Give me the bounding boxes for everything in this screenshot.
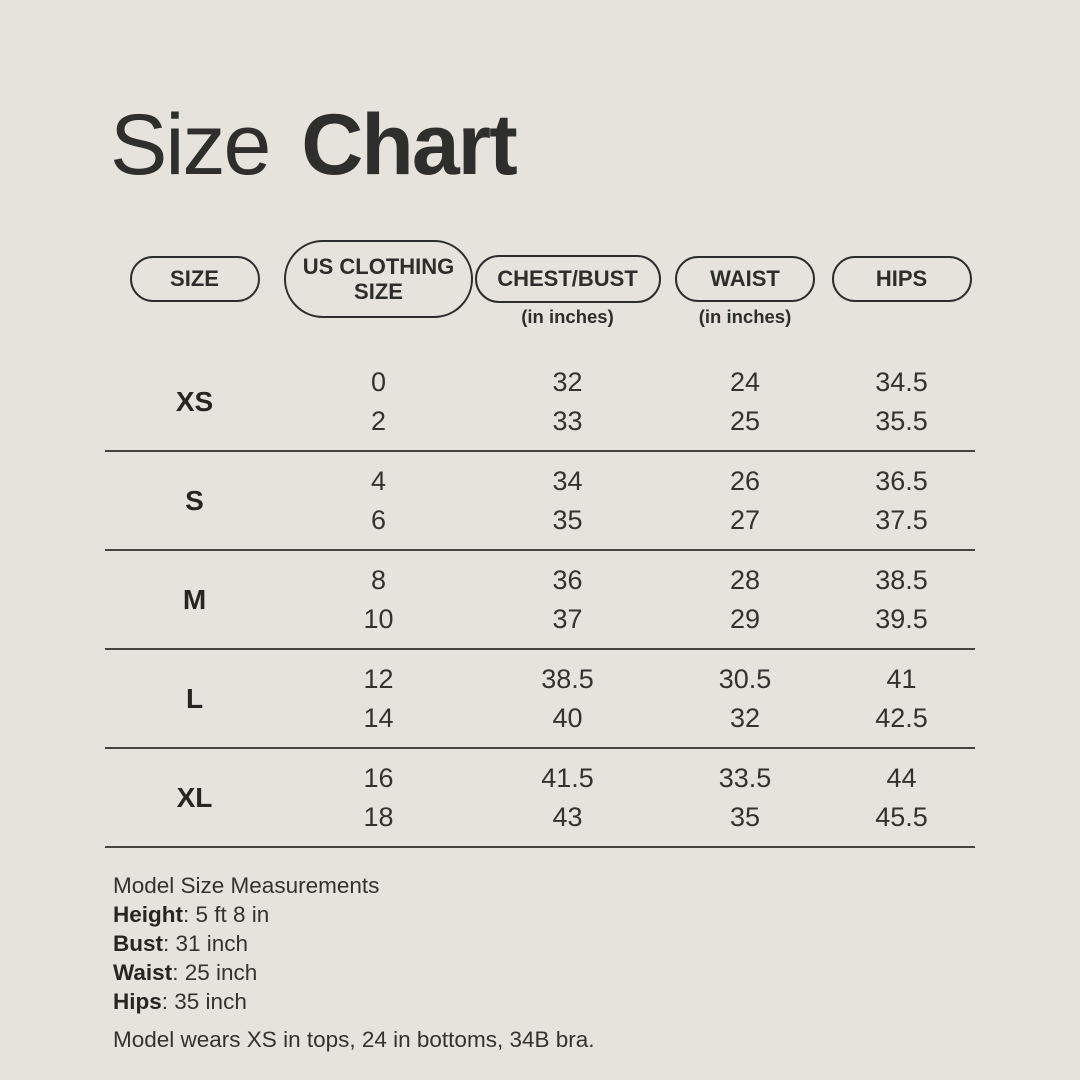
value-line: 2	[370, 405, 387, 436]
page-title-bold: Chart	[301, 97, 516, 193]
model-measurement-height	[113, 900, 595, 929]
row-label: M	[182, 584, 207, 615]
cell-hips	[828, 462, 975, 540]
cell-chest	[473, 462, 662, 540]
cell-us-size	[284, 660, 473, 738]
value-line: 34.5	[875, 366, 928, 397]
header-cell-size	[105, 238, 284, 320]
measurement-separator: :	[163, 931, 176, 956]
cell-us-size	[284, 363, 473, 441]
value-line: 35	[729, 801, 761, 832]
row-label: XS	[175, 386, 214, 417]
table-row-xl	[105, 749, 975, 848]
cell-chest	[473, 660, 662, 738]
value-line: 32	[729, 702, 761, 733]
model-note: Model wears XS in tops, 24 in bottoms, 34B bra.	[113, 1027, 595, 1052]
row-label: S	[185, 485, 204, 516]
measurement-separator: :	[161, 989, 175, 1014]
cell-hips	[828, 561, 975, 639]
value-line: 45.5	[875, 801, 928, 832]
model-measurement-bust	[113, 929, 595, 958]
value-line: 30.5	[718, 663, 772, 694]
value-line: 32	[552, 366, 583, 397]
value-line: 40	[552, 702, 583, 733]
model-measurement-hips	[113, 987, 595, 1016]
model-info	[113, 871, 595, 1054]
model-info-heading: Model Size Measurements	[113, 873, 380, 898]
value-line: 27	[729, 504, 761, 535]
table-header-row	[105, 238, 975, 327]
value-line: 42.5	[875, 702, 928, 733]
value-line: 39.5	[875, 603, 928, 634]
value-line: 6	[370, 504, 387, 535]
cell-hips	[828, 660, 975, 738]
value-line: 4	[370, 465, 387, 496]
value-line: 41.5	[541, 762, 594, 793]
value-line: 8	[370, 564, 387, 595]
value-line: 35.5	[875, 405, 928, 436]
value-line: 41	[886, 663, 917, 694]
value-line: 12	[363, 663, 394, 694]
value-line: 35	[552, 504, 583, 535]
measurement-label: Hips	[113, 989, 162, 1014]
value-line: 37.5	[875, 504, 928, 535]
header-pill-chest-bust: CHEST/BUST	[475, 255, 661, 303]
value-line: 26	[729, 465, 761, 496]
value-line: 25	[729, 405, 761, 436]
measurement-value: 5 ft 8 in	[195, 902, 270, 927]
row-label: L	[185, 683, 204, 714]
table-row-s	[105, 452, 975, 551]
measurement-value: 35 inch	[174, 989, 247, 1014]
measurement-label: Height	[113, 902, 183, 927]
model-measurement-waist	[113, 958, 595, 987]
cell-hips	[828, 363, 975, 441]
header-cell-chest-bust	[473, 238, 662, 327]
cell-us-size	[284, 462, 473, 540]
value-line: 38.5	[541, 663, 594, 694]
table-row-xs	[105, 353, 975, 452]
table-row-m	[105, 551, 975, 650]
header-pill-hips: HIPS	[832, 256, 972, 302]
value-line: 43	[552, 801, 583, 832]
page-title-light: Size	[110, 97, 270, 193]
measurement-separator: :	[183, 902, 196, 927]
value-line: 28	[729, 564, 761, 595]
cell-waist	[662, 363, 828, 441]
page-title	[110, 96, 516, 195]
value-line: 16	[363, 762, 394, 793]
value-line: 44	[886, 762, 917, 793]
cell-waist	[662, 462, 828, 540]
value-line: 38.5	[875, 564, 928, 595]
value-line: 34	[552, 465, 583, 496]
value-line: 36	[552, 564, 583, 595]
measurement-label: Bust	[113, 931, 163, 956]
measurement-value: 25 inch	[184, 960, 258, 985]
cell-us-size	[284, 759, 473, 837]
header-sublabel-waist-units: (in inches)	[698, 306, 792, 327]
header-sublabel-chest-units: (in inches)	[521, 306, 614, 327]
cell-chest	[473, 561, 662, 639]
cell-us-size	[284, 561, 473, 639]
row-label: XL	[176, 782, 213, 813]
header-pill-waist: WAIST	[675, 256, 815, 302]
cell-waist	[662, 561, 828, 639]
value-line: 36.5	[875, 465, 928, 496]
measurement-separator: :	[172, 960, 185, 985]
measurement-value: 31 inch	[175, 931, 249, 956]
value-line: 33	[552, 405, 583, 436]
header-cell-hips	[828, 238, 975, 320]
value-line: 18	[363, 801, 394, 832]
size-chart-table	[105, 238, 975, 848]
header-cell-waist	[662, 238, 828, 327]
value-line: 0	[370, 366, 387, 397]
value-line: 33.5	[718, 762, 772, 793]
table-body	[105, 353, 975, 848]
measurement-label: Waist	[113, 960, 173, 985]
value-line: 10	[363, 603, 394, 634]
value-line: 29	[729, 603, 761, 634]
cell-waist	[662, 759, 828, 837]
cell-chest	[473, 363, 662, 441]
table-row-l	[105, 650, 975, 749]
cell-waist	[662, 660, 828, 738]
cell-hips	[828, 759, 975, 837]
header-cell-us-clothing-size	[284, 238, 473, 320]
header-pill-size: SIZE	[130, 256, 260, 302]
value-line: 37	[552, 603, 583, 634]
value-line: 24	[729, 366, 761, 397]
header-pill-us-clothing-size: US CLOTHING SIZE	[284, 240, 473, 318]
cell-chest	[473, 759, 662, 837]
value-line: 14	[363, 702, 394, 733]
